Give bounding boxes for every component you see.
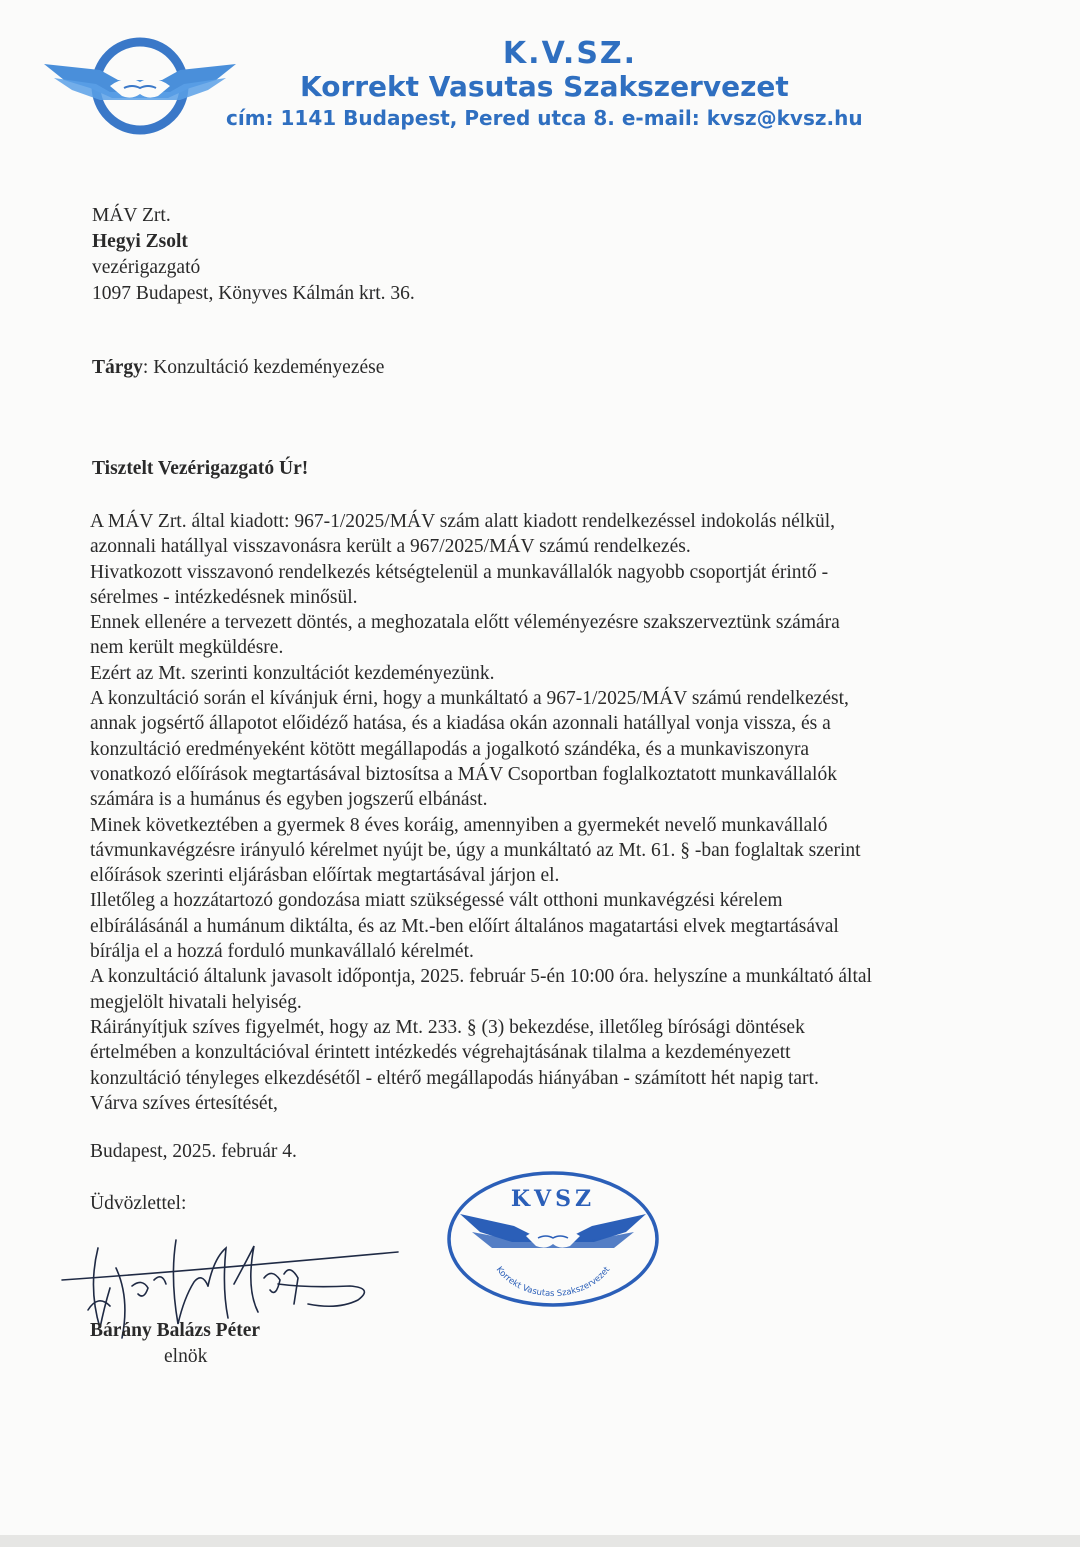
body-line: konzultáció tényleges elkezdésétől - eltérő megállapodás hiányában - számított hét napig tart. bbox=[90, 1067, 819, 1089]
stamp-ring-text: Korrekt Vasutas Szakszervezet bbox=[493, 1265, 613, 1300]
org-contact: cím: 1141 Budapest, Pered utca 8. e-mail: kvsz@kvsz.hu bbox=[226, 106, 863, 130]
addressee-person: Hegyi Zsolt bbox=[92, 231, 188, 252]
signer-title: elnök bbox=[164, 1346, 208, 1367]
subject-label: Tárgy bbox=[92, 357, 143, 378]
addressee-company: MÁV Zrt. bbox=[92, 205, 171, 226]
body-line: távmunkavégzésre irányuló kérelmet nyújt be, úgy a munkáltató az Mt. 61. § -ban foglaltak szerint bbox=[90, 839, 861, 861]
org-abbreviation: K.V.SZ. bbox=[502, 36, 638, 71]
addressee-title: vezérigazgató bbox=[92, 257, 201, 278]
signer-name: Bárány Balázs Péter bbox=[90, 1320, 261, 1341]
body-line: Hivatkozott visszavonó rendelkezés kétségtelenül a munkavállalók nagyobb csoportját érintő - bbox=[90, 561, 829, 583]
body-line: A MÁV Zrt. által kiadott: 967-1/2025/MÁV szám alatt kiadott rendelkezéssel indokolás nélkül, bbox=[90, 511, 836, 532]
body-line: bírálja el a hozzá forduló munkavállaló kérelmét. bbox=[90, 941, 474, 963]
salutation: Tisztelt Vezérigazgató Úr! bbox=[92, 458, 309, 479]
body-line: értelmében a konzultációval érintett intézkedés végrehajtásának tilalma a kezdeményezett bbox=[90, 1042, 791, 1064]
body-line: nem került megküldésre. bbox=[90, 637, 284, 659]
body-line: Ráirányítjuk szíves figyelmét, hogy az Mt. 233. § (3) bekezdése, illetőleg bírósági döntések bbox=[90, 1016, 805, 1038]
body-line: azonnali hatállyal visszavonásra került a 967/2025/MÁV számú rendelkezés. bbox=[90, 536, 691, 558]
date-line: Budapest, 2025. február 4. bbox=[90, 1141, 297, 1162]
stamp-top-text: KVSZ bbox=[510, 1186, 596, 1212]
body-line: sérelmes - intézkedésnek minősül. bbox=[90, 586, 358, 608]
letter-body bbox=[90, 509, 990, 1116]
org-name: Korrekt Vasutas Szakszervezet bbox=[300, 70, 789, 103]
body-line: konzultáció eredményeként kötött megállapodás a jogalkotó szándéka, és a munkaviszonyra bbox=[90, 738, 810, 760]
subject-line bbox=[92, 357, 384, 379]
closing: Üdvözlettel: bbox=[90, 1193, 187, 1214]
handshake-wings-stamp-icon bbox=[444, 1168, 662, 1310]
body-line: előírások szerinti eljárásban előírtak megtartásával járjon el. bbox=[90, 865, 560, 887]
body-line: Illetőleg a hozzátartozó gondozása miatt szükségessé vált otthoni munkavégzési kérelem bbox=[90, 890, 783, 912]
body-line: elbírálásánál a humánum diktálta, és az Mt.-ben előírt általános magatartási elvek megtartásával bbox=[90, 915, 839, 937]
body-line: A konzultáció általunk javasolt időpontja, 2025. február 5-én 10:00 óra. helyszíne a munkáltató által bbox=[90, 966, 872, 988]
handshake-wings-icon bbox=[40, 34, 240, 138]
body-line: Minek következtében a gyermek 8 éves koráig, amennyiben a gyermekét nevelő munkavállaló bbox=[90, 814, 828, 836]
subject-text: : Konzultáció kezdeményezése bbox=[142, 357, 385, 378]
body-line: számára is a humánus és egyben jogszerű elbánást. bbox=[90, 789, 488, 811]
body-line: A konzultáció során el kívánjuk érni, hogy a munkáltató a 967-1/2025/MÁV számú rendelkezést, bbox=[90, 688, 849, 710]
addressee-address: 1097 Budapest, Könyves Kálmán krt. 36. bbox=[92, 283, 415, 304]
body-line: Ennek ellenére a tervezett döntés, a meghozatala előtt véleményezésre szakszerveztünk számára bbox=[90, 612, 840, 634]
body-line: Ezért az Mt. szerinti konzultációt kezdeményezünk. bbox=[90, 662, 495, 684]
page-bottom-edge bbox=[0, 1535, 1080, 1547]
body-line: annak jogsértő állapotot előidéző hatása, és a kiadása okán azonnali hatállyal vonja vissza, és a bbox=[90, 713, 831, 735]
body-line: vonatkozó előírások megtartásával biztosítsa a MÁV Csoportban foglalkoztatott munkavállalók bbox=[90, 763, 837, 785]
body-line: megjelölt hivatali helyiség. bbox=[90, 991, 302, 1013]
body-line: Várva szíves értesítését, bbox=[90, 1092, 278, 1114]
addressee-block bbox=[92, 203, 415, 307]
